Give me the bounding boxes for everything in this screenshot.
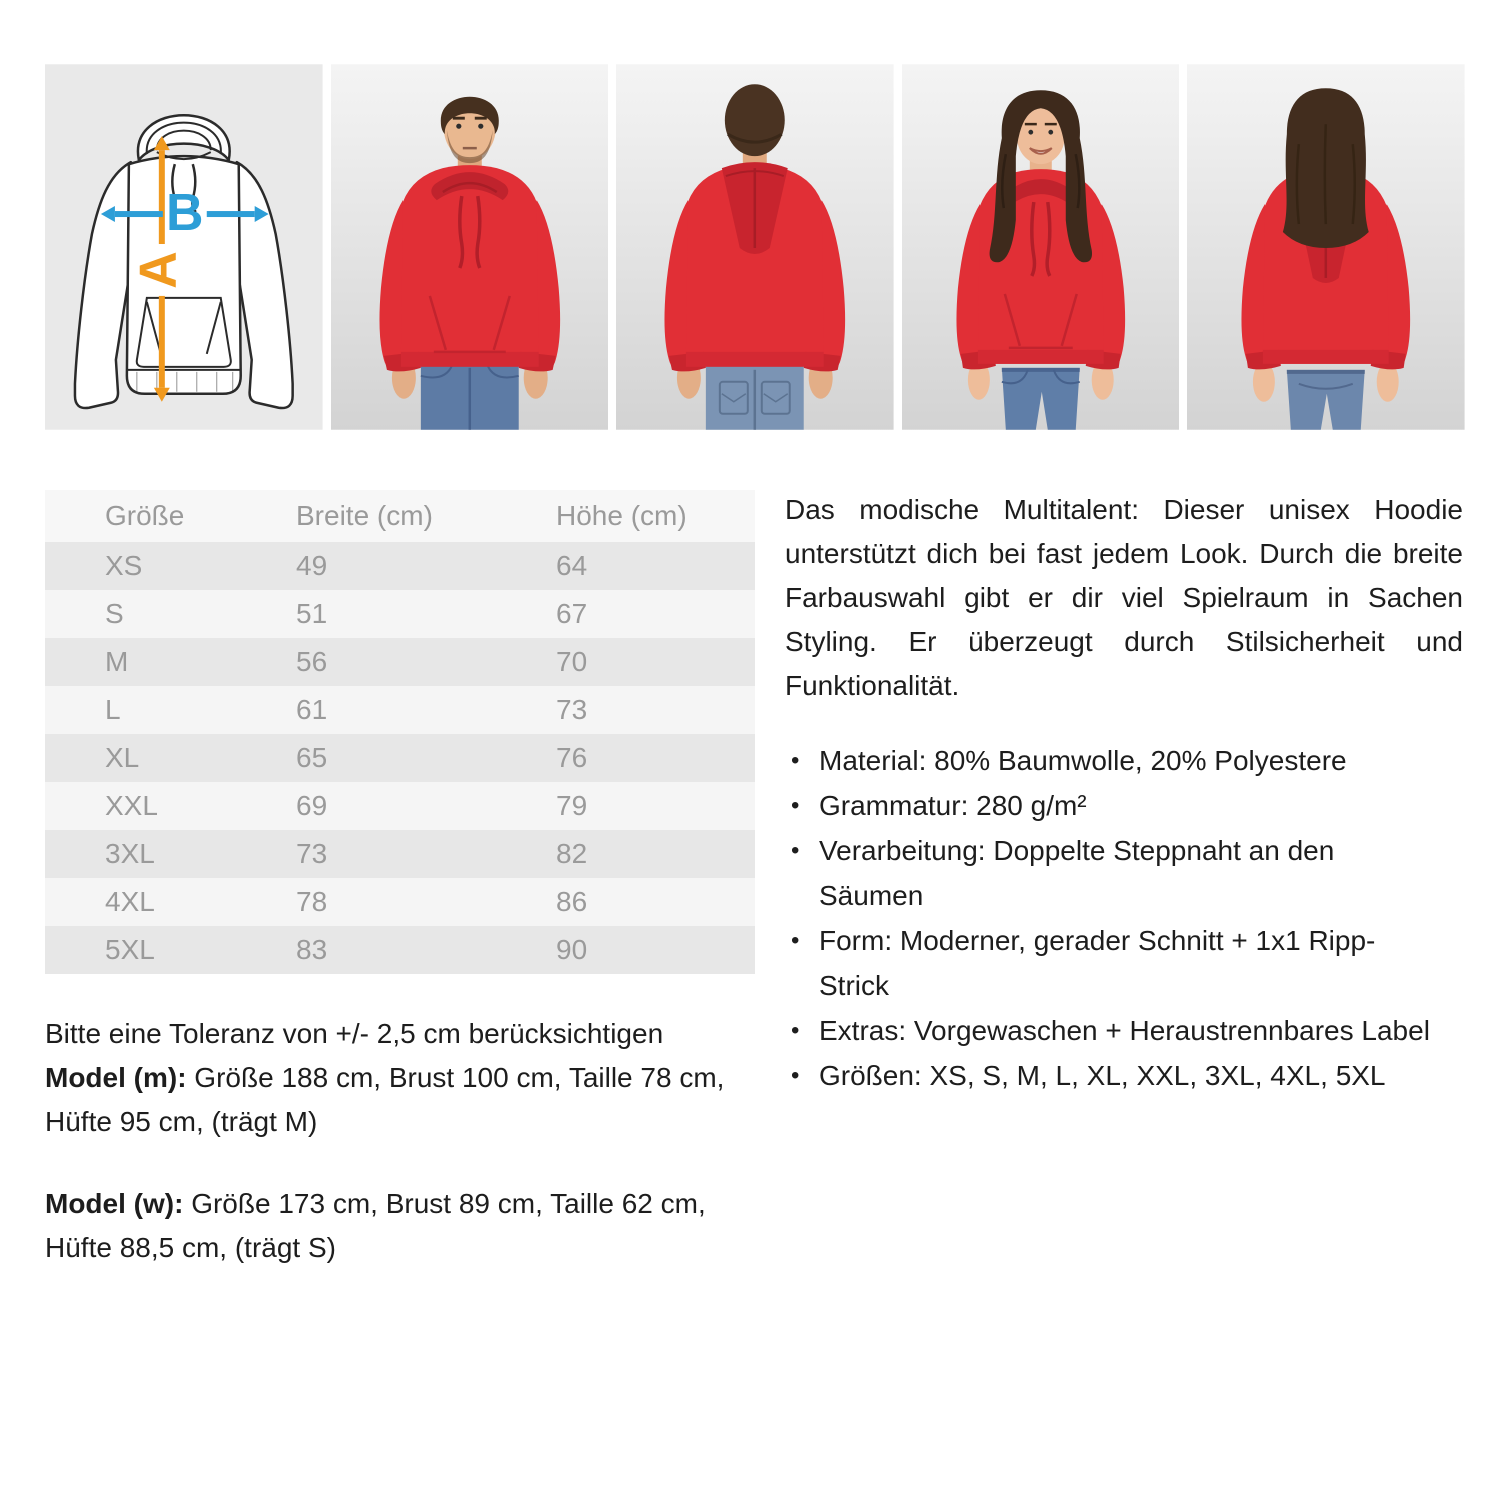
feature-list bbox=[785, 738, 1437, 1098]
col-header-width: Breite (cm) bbox=[295, 490, 555, 542]
description-intro: Das modische Multitalent: Dieser unisex Hoodie unterstützt dich bei fast jedem Look. Durch die breite Farbauswahl gibt er dir viel Spielraum in Sachen Styling. Er überzeugt durch Stilsicherheit und Funktionalität. bbox=[785, 494, 1463, 701]
cell-width: 83 bbox=[295, 926, 555, 974]
table-row bbox=[45, 830, 755, 878]
product-description bbox=[785, 488, 1463, 1098]
cell-height: 70 bbox=[555, 638, 755, 686]
model-m-text: Größe 188 cm, Brust 100 cm, Taille 78 cm, Hüfte 95 cm, (trägt M) bbox=[45, 1062, 725, 1137]
female-front-illustration bbox=[902, 64, 1180, 430]
cell-width: 65 bbox=[295, 734, 555, 782]
col-header-size: Größe bbox=[45, 490, 295, 542]
cell-size: 5XL bbox=[45, 926, 295, 974]
cell-width: 73 bbox=[295, 830, 555, 878]
cell-width: 56 bbox=[295, 638, 555, 686]
cell-height: 64 bbox=[555, 542, 755, 590]
tolerance-note: Bitte eine Toleranz von +/- 2,5 cm berücksichtigen bbox=[45, 1018, 664, 1049]
female-back-illustration bbox=[1187, 64, 1465, 430]
table-row bbox=[45, 734, 755, 782]
table-row bbox=[45, 638, 755, 686]
feature-groessen: • Größen: XS, S, M, L, XL, XXL, 3XL, 4XL, 5XL bbox=[785, 1053, 1437, 1098]
feature-grammatur: • Grammatur: 280 g/m² bbox=[785, 783, 1437, 828]
feature-verarbeitung: • Verarbeitung: Doppelte Steppnaht an den Säumen bbox=[785, 828, 1437, 918]
model-m-label: Model (m): bbox=[45, 1062, 187, 1093]
cell-width: 61 bbox=[295, 686, 555, 734]
cell-width: 69 bbox=[295, 782, 555, 830]
cell-width: 51 bbox=[295, 590, 555, 638]
table-row bbox=[45, 926, 755, 974]
cell-height: 76 bbox=[555, 734, 755, 782]
cell-size: M bbox=[45, 638, 295, 686]
size-table bbox=[45, 490, 755, 974]
col-header-height: Höhe (cm) bbox=[555, 490, 755, 542]
photo-model-male-back bbox=[616, 64, 894, 430]
cell-size: 3XL bbox=[45, 830, 295, 878]
cell-size: XXL bbox=[45, 782, 295, 830]
model-w-note bbox=[45, 1182, 765, 1270]
male-front-illustration bbox=[331, 64, 609, 430]
table-row bbox=[45, 686, 755, 734]
hoodie-sketch bbox=[45, 64, 323, 430]
table-row bbox=[45, 542, 755, 590]
cell-size: XS bbox=[45, 542, 295, 590]
cell-height: 79 bbox=[555, 782, 755, 830]
model-w-text: Größe 173 cm, Brust 89 cm, Taille 62 cm, Hüfte 88,5 cm, (trägt S) bbox=[45, 1188, 706, 1263]
model-m-note bbox=[45, 1056, 765, 1144]
measurement-notes bbox=[45, 1012, 765, 1270]
cell-height: 86 bbox=[555, 878, 755, 926]
label-b: B bbox=[166, 183, 204, 242]
cell-size: XL bbox=[45, 734, 295, 782]
cell-height: 73 bbox=[555, 686, 755, 734]
photo-model-female-front bbox=[902, 64, 1180, 430]
cell-width: 78 bbox=[295, 878, 555, 926]
cell-height: 67 bbox=[555, 590, 755, 638]
product-gallery bbox=[45, 64, 1465, 430]
feature-material: • Material: 80% Baumwolle, 20% Polyestere bbox=[785, 738, 1437, 783]
model-w-label: Model (w): bbox=[45, 1188, 184, 1219]
cell-size: 4XL bbox=[45, 878, 295, 926]
cell-height: 82 bbox=[555, 830, 755, 878]
feature-form: • Form: Moderner, gerader Schnitt + 1x1 Ripp-Strick bbox=[785, 918, 1437, 1008]
photo-model-female-back bbox=[1187, 64, 1465, 430]
cell-height: 90 bbox=[555, 926, 755, 974]
cell-size: L bbox=[45, 686, 295, 734]
feature-extras: • Extras: Vorgewaschen + Heraustrennbares Label bbox=[785, 1008, 1437, 1053]
photo-model-male-front bbox=[331, 64, 609, 430]
male-back-illustration bbox=[616, 64, 894, 430]
table-row bbox=[45, 878, 755, 926]
label-a: A bbox=[129, 251, 188, 289]
size-table-header-row bbox=[45, 490, 755, 542]
table-row bbox=[45, 590, 755, 638]
cell-size: S bbox=[45, 590, 295, 638]
table-row bbox=[45, 782, 755, 830]
measurement-diagram bbox=[45, 64, 323, 430]
cell-width: 49 bbox=[295, 542, 555, 590]
